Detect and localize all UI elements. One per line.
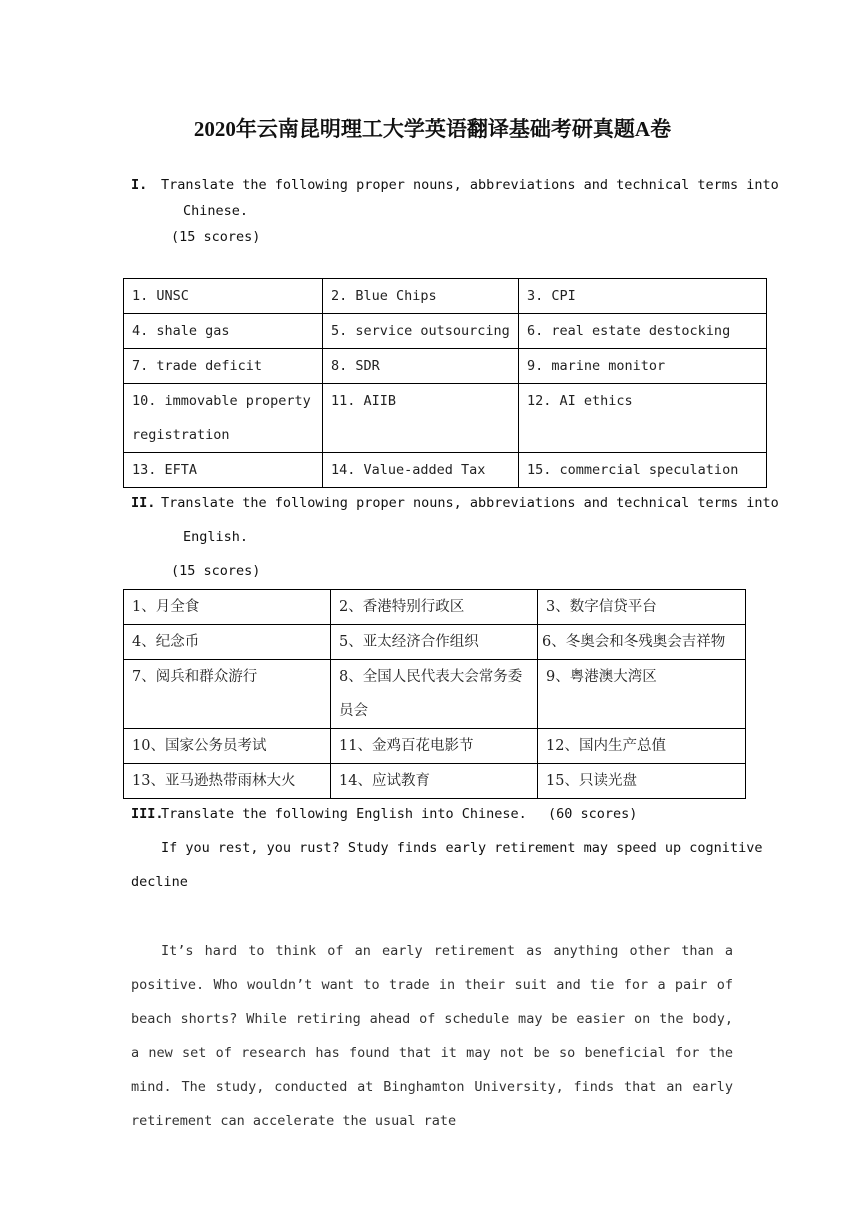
table-cell: 11. AIIB	[323, 384, 519, 453]
passage-paragraph: It’s hard to think of an early retirement as anything other than a positive. Who wouldn’t want to trade in their suit and tie for a pair of beach shorts? While retiring ahead of schedule may be easier on the body, a new set of research has found that it may not be so beneficial for the mind. The study, conducted at Binghamton University, finds that an early retirement can accelerate the usual rate	[131, 943, 733, 1129]
table-row	[124, 349, 767, 384]
table-cell: 14. Value-added Tax	[323, 453, 519, 488]
section3-numeral: III.	[131, 806, 164, 822]
table-cell: 1、月全食	[124, 590, 331, 625]
table-cell: 8、全国人民代表大会常务委员会	[331, 660, 538, 729]
page-title: 2020年云南昆明理工大学英语翻译基础考研真题A卷	[193, 117, 672, 141]
table-row	[124, 660, 746, 729]
table-cell: 4、纪念币	[124, 625, 331, 660]
table-cell: 14、应试教育	[331, 764, 538, 799]
table-cell: 1. UNSC	[124, 279, 323, 314]
passage-heading-cont: decline	[131, 874, 188, 890]
table-cell: 5. service outsourcing	[323, 314, 519, 349]
table-cell: 15. commercial speculation	[519, 453, 767, 488]
table-cell: 3. CPI	[519, 279, 767, 314]
section1-instruction-cont: Chinese.	[183, 203, 249, 219]
table-cell: 10. immovable property registration	[124, 384, 323, 453]
table-cell: 2. Blue Chips	[323, 279, 519, 314]
table-row	[124, 453, 767, 488]
section2-instruction-cont: English.	[183, 529, 249, 545]
table-row	[124, 729, 746, 764]
table-cell: 10、国家公务员考试	[124, 729, 331, 764]
table-row	[124, 625, 746, 660]
table-cell: 15、只读光盘	[538, 764, 746, 799]
section1-instruction: Translate the following proper nouns, abbreviations and technical terms into	[161, 177, 779, 193]
section1-score: (15 scores)	[171, 229, 261, 245]
table-cell: 8. SDR	[323, 349, 519, 384]
table-cell: 13、亚马逊热带雨林大火	[124, 764, 331, 799]
table-cell: 7. trade deficit	[124, 349, 323, 384]
table-row	[124, 384, 767, 453]
section3-instruction: Translate the following English into Chinese.	[161, 806, 527, 822]
table-cell: 11、金鸡百花电影节	[331, 729, 538, 764]
table-cell: 3、数字信贷平台	[538, 590, 746, 625]
passage-heading: If you rest, you rust? Study finds early retirement may speed up cognitive	[161, 840, 763, 856]
section2-numeral: II.	[131, 495, 156, 511]
table-cell: 12. AI ethics	[519, 384, 767, 453]
table-row	[124, 279, 767, 314]
table-cell: 7、阅兵和群众游行	[124, 660, 331, 729]
table-cell: 13. EFTA	[124, 453, 323, 488]
section2-table	[123, 589, 746, 799]
table-cell: 4. shale gas	[124, 314, 323, 349]
table-cell: 5、亚太经济合作组织	[331, 625, 538, 660]
table-cell: 2、香港特别行政区	[331, 590, 538, 625]
table-cell: 9、粤港澳大湾区	[538, 660, 746, 729]
section1-table	[123, 278, 767, 488]
section2-score: (15 scores)	[171, 563, 261, 579]
table-cell: 6. real estate destocking	[519, 314, 767, 349]
section1-numeral: I.	[131, 177, 148, 193]
table-cell: 9. marine monitor	[519, 349, 767, 384]
table-row	[124, 590, 746, 625]
table-row	[124, 764, 746, 799]
section2-instruction: Translate the following proper nouns, abbreviations and technical terms into	[161, 495, 779, 511]
table-row	[124, 314, 767, 349]
table-cell: 6、冬奥会和冬残奥会吉祥物	[538, 625, 746, 660]
section3-score: (60 scores)	[548, 806, 638, 822]
table-cell: 12、国内生产总值	[538, 729, 746, 764]
